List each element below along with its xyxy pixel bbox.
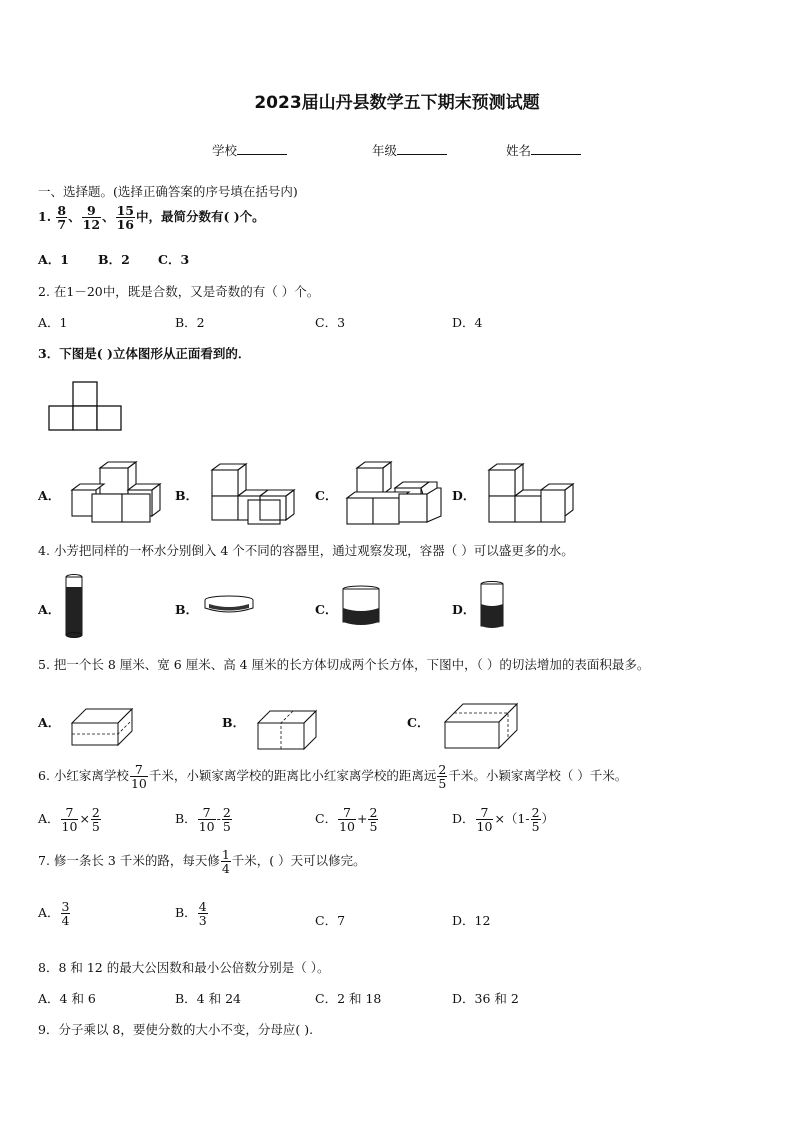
name-blank — [531, 142, 581, 155]
q3-option-d-cubes — [485, 460, 580, 526]
question-6: 6. 小红家离学校 $\frac{7}{10}$ 千米，小颖家离学校的距离比小红家离学校的距离远 $\frac{2}{5}$ 千米。小颖家离学校（ ）千米。 — [38, 762, 628, 792]
q1-text: 中，最简分数有( )个。 — [135, 209, 265, 225]
q2-option-c: C．3 — [315, 315, 346, 330]
grade-field — [372, 141, 447, 159]
flat-dish-icon — [203, 594, 257, 616]
question-3: 3．下图是( )立体图形从正面看到的． — [38, 346, 251, 361]
page-title: 2023届山丹县数学五下期末预测试题 — [254, 93, 540, 113]
q7-fraction: $\frac{1}{4}$ — [221, 847, 230, 877]
grade-label: 年级 — [372, 143, 398, 158]
question-8: 8．8 和 12 的最大公因数和最小公倍数分别是（ ）。 — [38, 960, 330, 975]
q3-option-c-label: C． — [315, 488, 338, 503]
q3-option-a-cubes — [70, 460, 165, 525]
q1-option-c: C．3 — [158, 252, 190, 267]
question-5: 5. 把一个长 8 厘米、宽 6 厘米、高 4 厘米的长方体切成两个长方体，下图中，（ ）的切法增加的表面积最多。 — [38, 657, 650, 672]
grade-blank — [397, 142, 447, 155]
wide-cup-icon — [340, 584, 384, 628]
q3-option-b-label: B． — [175, 488, 199, 503]
q4-option-d-label: D． — [452, 602, 476, 617]
q6-option-a: A． $\frac{7}{10}$ × $\frac{2}{5}$ — [38, 805, 100, 835]
q8-option-b: B．4 和 24 — [175, 991, 241, 1006]
question-9: 9．分子乘以 8，要使分数的大小不变，分母应( ). — [38, 1022, 314, 1037]
section-heading: 一、选择题。(选择正确答案的序号填在括号内) — [38, 184, 298, 199]
q8-option-c: C．2 和 18 — [315, 991, 382, 1006]
question-2: 2. 在1－20中，既是合数，又是奇数的有（ ）个。 — [38, 284, 320, 299]
q6-fraction: $\frac{7}{10}$ — [130, 762, 147, 792]
school-label: 学校 — [212, 143, 238, 158]
question-4: 4. 小芳把同样的一杯水分别倒入 4 个不同的容器里，通过观察发现，容器（ ）可以盛更多的水。 — [38, 543, 574, 558]
q1-fraction: $\frac{8}{7}$ — [57, 203, 67, 233]
q5-option-a-label: A． — [38, 715, 61, 730]
q6-option-c: C． $\frac{7}{10}$ + $\frac{2}{5}$ — [315, 805, 378, 835]
q6-option-b: B． $\frac{7}{10}$ - $\frac{2}{5}$ — [175, 805, 231, 835]
q5-option-a-box — [70, 705, 135, 747]
name-label: 姓名 — [506, 143, 532, 158]
q6-fraction: $\frac{2}{5}$ — [438, 762, 447, 792]
q7-option-d: D．12 — [452, 913, 491, 928]
q7-option-a: A． $\frac{3}{4}$ — [38, 899, 70, 929]
q3-option-a-label: A． — [38, 488, 61, 503]
q6-option-d: D． $\frac{7}{10}$ ×（1- $\frac{2}{5}$ ） — [452, 805, 555, 835]
front-view-figure — [47, 380, 127, 435]
name-field — [506, 141, 581, 159]
q1-option-a: A．1 — [38, 252, 69, 267]
q2-option-b: B．2 — [175, 315, 205, 330]
q3-option-b-cubes — [208, 460, 303, 525]
medium-cup-icon — [478, 580, 508, 632]
q4-option-b-label: B． — [175, 602, 199, 617]
q1-fraction: $\frac{9}{12}$ — [82, 203, 101, 233]
question-7: 7. 修一条长 3 千米的路，每天修 $\frac{1}{4}$ 千米，( ）天可以修完。 — [38, 847, 366, 877]
q5-option-b-label: B． — [222, 715, 246, 730]
q5-option-c-label: C． — [407, 715, 430, 730]
q7-option-b: B． $\frac{4}{3}$ — [175, 899, 207, 929]
q8-option-d: D．36 和 2 — [452, 991, 519, 1006]
tall-cup-icon — [63, 573, 87, 639]
q8-option-a: A．4 和 6 — [38, 991, 96, 1006]
q4-option-a-label: A． — [38, 602, 61, 617]
school-blank — [237, 142, 287, 155]
q3-option-d-label: D． — [452, 488, 476, 503]
q5-option-c-box — [443, 702, 519, 752]
q2-option-a: A．1 — [38, 315, 68, 330]
q2-option-d: D．4 — [452, 315, 483, 330]
q7-option-c: C．7 — [315, 913, 346, 928]
school-field — [212, 141, 287, 159]
q1-number: 1. — [38, 209, 52, 225]
q3-option-c-cubes — [345, 460, 445, 526]
q1-option-b: B．2 — [98, 252, 130, 267]
q1-fraction: $\frac{15}{16}$ — [116, 203, 134, 233]
q5-option-b-box — [256, 707, 320, 753]
q4-option-c-label: C． — [315, 602, 338, 617]
question-1: 1. $\frac{8}{7}$ 、 $\frac{9}{12}$ 、 $\frac{15}{16}$ 中，最简分数有( )个。 — [38, 203, 265, 233]
